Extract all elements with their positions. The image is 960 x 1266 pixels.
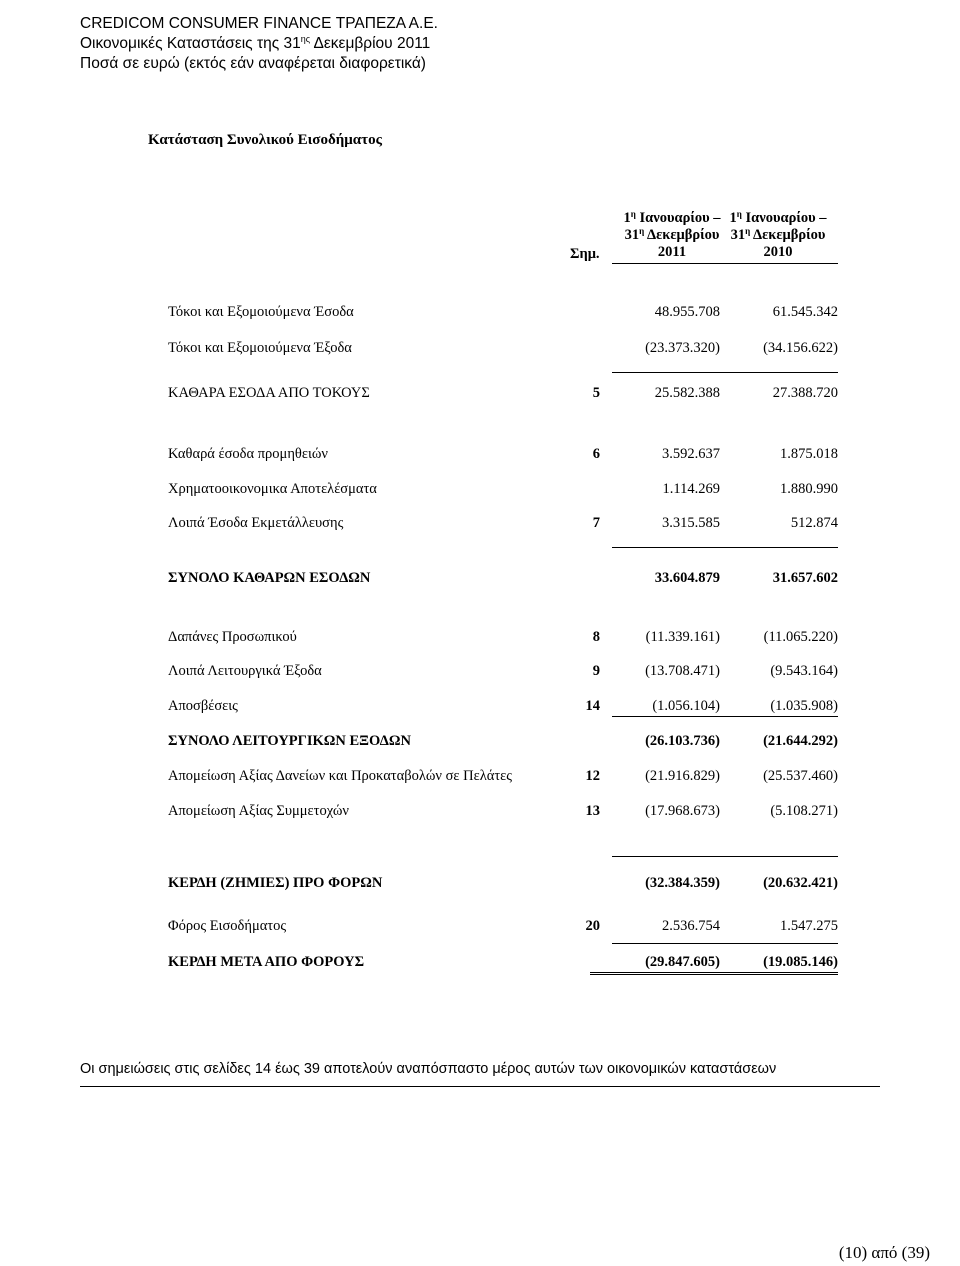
table-row: Καθαρά έσοδα προμηθειών 6 3.592.637 1.875.018 (168, 446, 838, 462)
statement-title: Κατάσταση Συνολικού Εισοδήματος (148, 132, 382, 148)
note-column-header: Σημ. (570, 246, 600, 262)
table-row: Απομείωση Αξίας Συμμετοχών 13 (17.968.673) (5.108.271) (168, 803, 838, 819)
column-header-2011: $1^\eta$ Ιανουαρίου – $31^\eta$ Δεκεμβρίου 2011 (612, 210, 732, 264)
company-name: CREDICOM CONSUMER FINANCE ΤΡΑΠΕΖΑ Α.Ε. (80, 15, 438, 32)
footnote: Οι σημειώσεις στις σελίδες 14 έως 39 αποτελούν αναπόσπαστο μέρος αυτών των οικονομικών καταστάσεων (80, 1061, 777, 1077)
table-row-grand-total: ΚΕΡΔΗ ΜΕΤΑ ΑΠΟ ΦΟΡΟΥΣ (29.847.605) (19.085.146) (0, 952, 960, 972)
subtotal-rule (612, 943, 838, 944)
currency-note: Ποσά σε ευρώ (εκτός εάν αναφέρεται διαφορετικά) (80, 55, 426, 72)
column-header-2010: $1^\eta$ Ιανουαρίου – $31^\eta$ Δεκεμβρίου 2010 (718, 210, 838, 264)
table-row: Λοιπά Λειτουργικά Έξοδα 9 (13.708.471) (9.543.164) (168, 663, 838, 679)
table-row: Αποσβέσεις 14 (1.056.104) (1.035.908) (168, 698, 838, 714)
table-row: Τόκοι και Εξομοιούμενα Έξοδα (23.373.320) (34.156.622) (168, 340, 838, 356)
table-row: Φόρος Εισοδήματος 20 2.536.754 1.547.275 (168, 918, 838, 934)
subtotal-rule (612, 372, 838, 373)
table-row: ΚΑΘΑΡΑ ΕΣΟΔΑ ΑΠΟ ΤΟΚΟΥΣ 5 25.582.388 27.388.720 (168, 385, 838, 401)
table-row: Λοιπά Έσοδα Εκμετάλλευσης 7 3.315.585 512.874 (168, 515, 838, 531)
page-number: (10) από (39) (838, 1243, 930, 1262)
table-row: Απομείωση Αξίας Δανείων και Προκαταβολών σε Πελάτες 12 (21.916.829) (25.537.460) (168, 768, 838, 784)
document-header (80, 14, 438, 74)
table-row-total: ΣΥΝΟΛΟ ΚΑΘΑΡΩΝ ΕΣΟΔΩΝ 33.604.879 31.657.602 (168, 570, 838, 586)
table-row: Τόκοι και Εξομοιούμενα Έσοδα 48.955.708 61.545.342 (168, 304, 838, 320)
table-row-total: ΣΥΝΟΛΟ ΛΕΙΤΟΥΡΓΙΚΩΝ ΕΞΟΔΩΝ (26.103.736) (21.644.292) (168, 733, 838, 749)
statements-subtitle: Οικονομικές Καταστάσεις της $31^{\eta\varsigma}$ Δεκεμβρίου 2011 (80, 34, 431, 52)
table-row: Χρηματοοικονομικα Αποτελέσματα 1.114.269 1.880.990 (168, 481, 838, 497)
subtotal-rule (612, 547, 838, 548)
subtotal-rule (612, 856, 838, 857)
subtotal-rule (612, 716, 838, 717)
table-row: Δαπάνες Προσωπικού 8 (11.339.161) (11.065.220) (168, 629, 838, 645)
table-row-total: ΚΕΡΔΗ (ΖΗΜΙΕΣ) ΠΡΟ ΦΟΡΩΝ (32.384.359) (20.632.421) (168, 875, 838, 891)
footer-divider (80, 1086, 880, 1087)
